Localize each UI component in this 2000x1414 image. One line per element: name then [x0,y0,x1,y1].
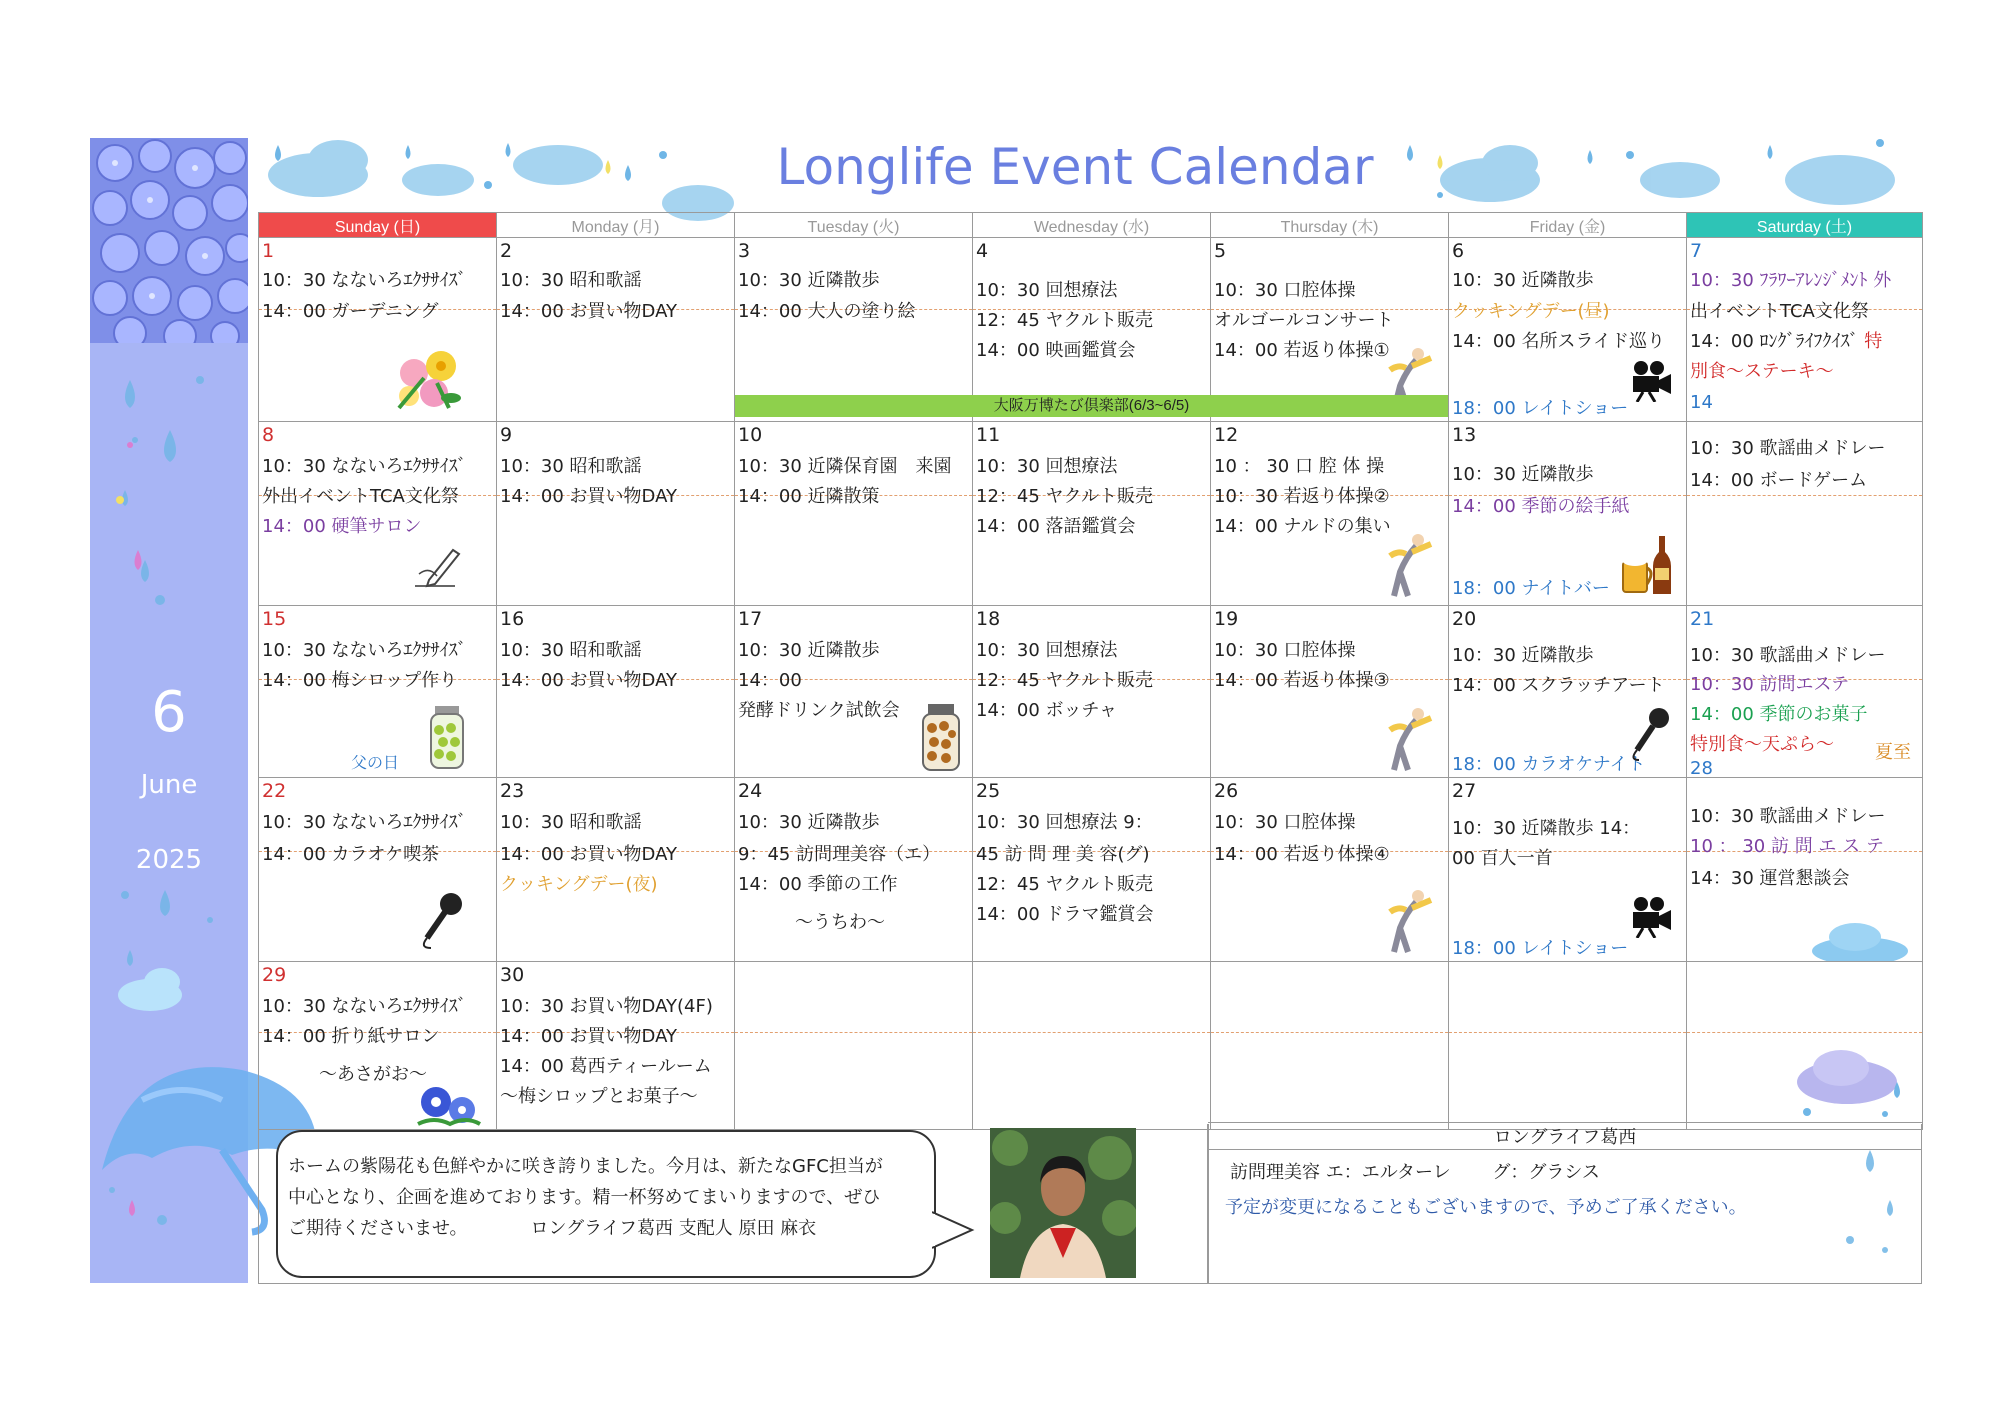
event-text: 14：00 ボードゲーム [1690,470,1868,491]
event-text: 14：00 若返り体操④ [1214,844,1390,865]
rain-cloud-icon [1787,1042,1917,1122]
event-text: 10：30 訪問エステ [1690,674,1850,695]
event-text: 10：30 近隣散歩 [738,270,880,291]
day-number: 25 [976,780,1001,802]
day-number: 9 [500,424,513,446]
event-text: 18：00 レイトショー [1452,938,1629,959]
manager-message-line: ご期待くださいませ。 ロングライフ葛西 支配人 原田 麻衣 [288,1218,817,1239]
event-text: 10：30 なないろｴｸｻｻｲｽﾞ [262,456,467,477]
event-text: 14：00 [738,670,802,691]
event-text: 10：30 口腔体操 [1214,640,1356,661]
event-text: 10：30 近隣保育園 来園 [738,456,952,477]
event-text: 10：30 近隣散歩 14： [1452,818,1641,839]
day-number: 26 [1214,780,1239,802]
event-text: 10：30 昭和歌謡 [500,812,642,833]
event-text: 10：30 近隣散歩 [738,812,880,833]
day-cell [1449,238,1687,422]
fermented-drink-jar-icon [920,702,962,772]
event-text: 14：00 ガーデニング [262,301,439,322]
event-text: 10：30 歌謡曲メドレー [1690,438,1886,459]
day-number: 8 [262,424,275,446]
day-number: 21 [1690,608,1715,630]
flower-bouquet-icon [389,338,469,418]
microphone-icon [1629,706,1673,762]
day-number: 19 [1214,608,1239,630]
day-number: 23 [500,780,525,802]
day-number: 17 [738,608,763,630]
day-cell [1687,422,1923,606]
beer-bottle-icon [1617,532,1675,600]
day-number: 12 [1214,424,1239,446]
day-number: 7 [1690,240,1703,262]
day-number: 20 [1452,608,1477,630]
event-text: 外出イベントTCA文化祭 [262,486,459,507]
stretching-person-icon [1376,888,1436,956]
weekday-header-monday: Monday (月) [497,213,735,238]
event-text: 14：00 季節の工作 [738,874,898,895]
event-text: 14：00 カラオケ喫茶 [262,844,440,865]
weekday-header-friday: Friday (金) [1449,213,1687,238]
calendar-title: Longlife Event Calendar [776,138,1374,196]
event-text: 12：45 ヤクルト販売 [976,486,1153,507]
summer-solstice-note: 夏至 [1875,742,1911,763]
day-cell [1449,606,1687,778]
microphone-icon [419,890,467,950]
day-cell [735,778,973,962]
plum-jar-icon [427,704,467,770]
weekday-header-thursday: Thursday (木) [1211,213,1449,238]
day-number: 11 [976,424,1001,446]
day-number: 16 [500,608,525,630]
day-cell [735,606,973,778]
event-text: 特別食～天ぷら～ [1690,734,1834,755]
event-text: 10：30 昭和歌謡 [500,456,642,477]
event-text: 10：30 歌謡曲メドレー [1690,645,1886,666]
speech-bubble-tail [932,1210,976,1250]
event-text: 14：00 近隣散策 [738,486,880,507]
schedule-change-notice: 予定が変更になることもございますので、予めご了承ください。 [1225,1197,1747,1218]
raindrop-icon [1830,1140,1910,1260]
event-text: 10：30 回想療法 9： [976,812,1153,833]
day-number: 30 [500,964,525,986]
day-cell [497,238,735,422]
day-number: 6 [1452,240,1465,262]
manager-message-line: 中心となり、企画を進めております。精一杯努めてまいりますので、ぜひ [288,1187,881,1208]
day-cell [259,606,497,778]
event-text: 14：00 お買い物DAY [500,486,677,507]
event-text: 出イベントTCA文化祭 [1690,301,1869,322]
day-cell [735,422,973,606]
day-number: 28 [1690,758,1713,779]
movie-camera-icon [1629,360,1673,402]
event-text: 別食～ステーキ～ [1690,361,1834,382]
day-cell [973,422,1211,606]
event-text: 14：00 梅シロップ作り [262,670,458,691]
event-text: 14：00 ドラマ鑑賞会 [976,904,1154,925]
movie-camera-icon [1629,896,1673,938]
event-text: 12：45 ヤクルト販売 [976,874,1153,895]
event-text: 14：00 ボッチャ [976,700,1117,721]
event-text: 14：00 ナルドの集い [1214,516,1391,537]
manager-message-line: ホームの紫陽花も色鮮やかに咲き誇りました。今月は、新たなGFC担当が [288,1156,883,1177]
event-text: 10：30 口腔体操 [1214,280,1356,301]
event-text: 10：30 お買い物DAY(4F) [500,996,713,1017]
day-number: 22 [262,780,287,802]
day-cell [973,606,1211,778]
day-number: 15 [262,608,287,630]
weekday-header-wednesday: Wednesday (水) [973,213,1211,238]
day-cell [735,962,973,1130]
event-text: 18：00 ナイトバー [1452,578,1610,599]
event-text: 14：30 運営懇談会 [1690,868,1850,889]
raindrop-icon [100,370,240,630]
event-text: ～うちわ～ [795,912,885,933]
day-number: 1 [262,240,275,262]
day-cell [497,606,735,778]
day-cell [497,422,735,606]
day-number: 2 [500,240,513,262]
day-number: 27 [1452,780,1477,802]
event-text: 10：30 回想療法 [976,640,1118,661]
year-label: 2025 [135,845,203,875]
event-text: 14：00 スクラッチアート [1452,675,1665,696]
event-text: 14：00 葛西ティールーム [500,1056,712,1077]
day-cell [259,422,497,606]
event-text: 14：00 折り紙サロン [262,1026,440,1047]
event-text: 18：00 カラオケナイト [1452,754,1646,775]
day-number: 14 [1690,392,1713,413]
day-number: 29 [262,964,287,986]
weekday-header-saturday: Saturday (土) [1687,213,1923,238]
day-cell [1211,778,1449,962]
event-text [1690,327,1882,353]
day-cell [973,238,1211,422]
day-number: 10 [738,424,763,446]
event-text: クッキングデー(昼) [1452,301,1610,322]
day-cell [259,778,497,962]
event-text: 14：00 季節の絵手紙 [1452,496,1630,517]
event-text: 10：30 歌謡曲メドレー [1690,806,1886,827]
month-number: 6 [151,680,187,745]
event-text: 10：30 近隣散歩 [1452,645,1594,666]
event-text: 12：45 ヤクルト販売 [976,670,1153,691]
event-text: 10：30 近隣散歩 [1452,464,1594,485]
day-cell [1211,606,1449,778]
event-text: 10：30 近隣散歩 [738,640,880,661]
event-text: 10：30 昭和歌謡 [500,640,642,661]
event-text: 18：00 レイトショー [1452,398,1629,419]
day-number: 5 [1214,240,1227,262]
day-cell [973,962,1211,1130]
day-cell [973,778,1211,962]
event-text: 14：00 若返り体操③ [1214,670,1390,691]
event-text: 14：00 季節のお菓子 [1690,704,1868,725]
event-text: オルゴールコンサート [1214,310,1394,331]
event-text: 14：00 名所スライド巡り [1452,331,1665,352]
day-cell [1211,962,1449,1130]
manager-photo [990,1128,1136,1278]
day-cell [1687,606,1923,778]
day-cell [497,962,735,1130]
event-text: 10 ： 30 口 腔 体 操 [1214,456,1385,477]
event-text: 10：30 回想療法 [976,280,1118,301]
event-text: 14：00 若返り体操① [1214,340,1390,361]
event-text: 10：30 なないろｴｸｻｻｲｽﾞ [262,270,467,291]
fathers-day-note: 父の日 [351,753,400,772]
event-text: 10：30 若返り体操② [1214,486,1390,507]
staff-legend: 訪問理美容 エ：エルターレ グ：グラシス [1230,1162,1600,1183]
event-text: 12：45 ヤクルト販売 [976,310,1153,331]
stretching-person-icon [1376,706,1436,774]
hydrangea-image [90,138,248,343]
day-cell [1687,238,1923,422]
osaka-expo-trip-banner: 大阪万博たび倶楽部(6/3~6/5) [735,395,1448,417]
day-cell [497,778,735,962]
facility-name: ロングライフ葛西 [1208,1122,1922,1150]
event-text: 特 [1864,331,1883,352]
day-cell [1211,422,1449,606]
stretching-person-icon [1376,532,1436,600]
event-text: 14：00 硬筆サロン [262,516,422,537]
event-text: 10：30 昭和歌謡 [500,270,642,291]
day-number: 4 [976,240,989,262]
event-text: 45 訪 問 理 美 容(グ) [976,844,1150,865]
event-text: 10：30 ﾌﾗﾜｰｱﾚﾝｼﾞﾒﾝﾄ 外 [1690,270,1892,291]
day-number: 18 [976,608,1001,630]
event-text: 14：00 大人の塗り絵 [738,301,916,322]
event-text: 10：30 近隣散歩 [1452,270,1594,291]
day-cell [259,238,497,422]
event-text: 14：00 ﾛﾝｸﾞﾗｲﾌｸｲｽﾞ [1690,331,1859,352]
event-text: ～あさがお～ [319,1064,427,1085]
month-name: June [140,770,198,800]
day-number: 24 [738,780,763,802]
day-cell [1449,962,1687,1130]
event-text: 14：00 お買い物DAY [500,301,677,322]
rain-cloud-icon [1805,923,1915,961]
event-text: 発酵ドリンク試飲会 [738,700,900,721]
event-text: 10：30 なないろｴｸｻｻｲｽﾞ [262,640,467,661]
day-number: 13 [1452,424,1477,446]
event-text: 14：00 お買い物DAY [500,1026,677,1047]
weekday-header-tuesday: Tuesday (火) [735,213,973,238]
event-text: 14：00 映画鑑賞会 [976,340,1136,361]
weekday-header-sunday: Sunday (日) [259,213,497,238]
day-number: 3 [738,240,751,262]
day-cell [1687,962,1923,1130]
day-cell [1211,238,1449,422]
pen-writing-icon [409,544,465,592]
event-text: 10 ： 30 訪 問 エ ス テ [1690,836,1884,857]
event-text: 9：45 訪問理美容（エ） [738,844,941,865]
raindrop-icon [100,880,240,1060]
day-cell [1449,422,1687,606]
event-text: 00 百人一首 [1452,848,1553,869]
event-text: 10：30 なないろｴｸｻｻｲｽﾞ [262,996,467,1017]
event-text: ～梅シロップとお菓子～ [500,1086,698,1107]
event-text: クッキングデー(夜) [500,874,658,895]
event-text: 14：00 お買い物DAY [500,670,677,691]
morning-glory-icon [414,1080,484,1128]
event-text: 14：00 落語鑑賞会 [976,516,1136,537]
event-text: 14：00 お買い物DAY [500,844,677,865]
event-text: 10：30 口腔体操 [1214,812,1356,833]
event-text: 10：30 回想療法 [976,456,1118,477]
day-cell [1449,778,1687,962]
event-text: 10：30 なないろｴｸｻｻｲｽﾞ [262,812,467,833]
day-cell [259,962,497,1130]
day-cell [735,238,973,422]
day-cell [1687,778,1923,962]
